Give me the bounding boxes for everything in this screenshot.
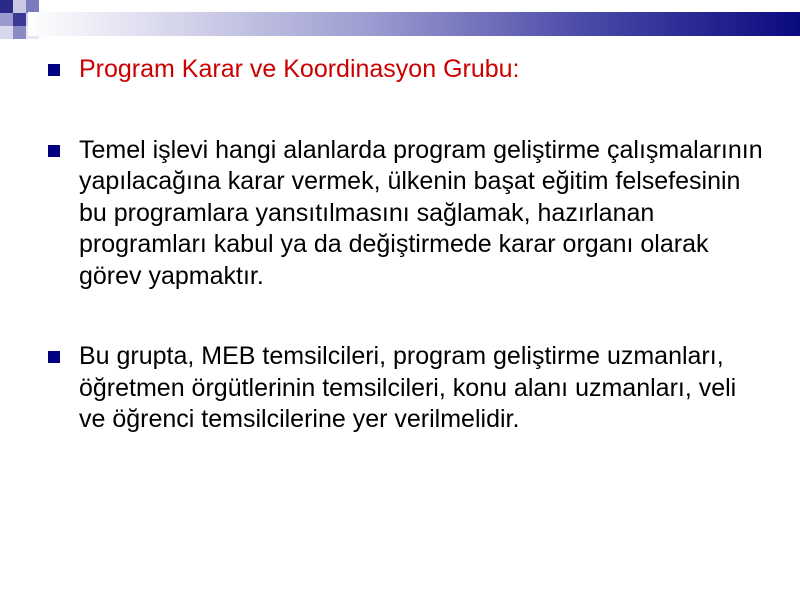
square-bullet-icon xyxy=(48,145,60,157)
checker-square xyxy=(0,0,13,13)
checker-square xyxy=(13,26,26,39)
list-item-text: Temel işlevi hangi alanlarda program geliştirme çalışmalarının yapılacağına karar vermek, ülkenin başat eğitim felsefesinin bu programlara yansıtılmasını sağlamak, hazırlanan programları kabul ya da değiştirmede karar organı olarak görev yapmaktır. xyxy=(79,135,763,290)
slide-content xyxy=(48,54,768,436)
list-item xyxy=(48,341,768,436)
square-bullet-icon xyxy=(48,64,60,76)
list-item xyxy=(48,135,768,293)
heading-item xyxy=(48,54,768,86)
checker-square xyxy=(0,26,13,39)
checker-square xyxy=(13,13,26,26)
list-item-text: Bu grupta, MEB temsilcileri, program geliştirme uzmanları, öğretmen örgütlerinin temsilcileri, konu alanı uzmanları, veli ve öğrenci temsilcilerine yer verilmelidir. xyxy=(79,342,737,433)
header-gradient-bar xyxy=(28,12,800,36)
heading-text: Program Karar ve Koordinasyon Grubu: xyxy=(79,55,520,83)
checker-square xyxy=(0,13,13,26)
checker-square xyxy=(13,0,26,13)
square-bullet-icon xyxy=(48,351,60,363)
